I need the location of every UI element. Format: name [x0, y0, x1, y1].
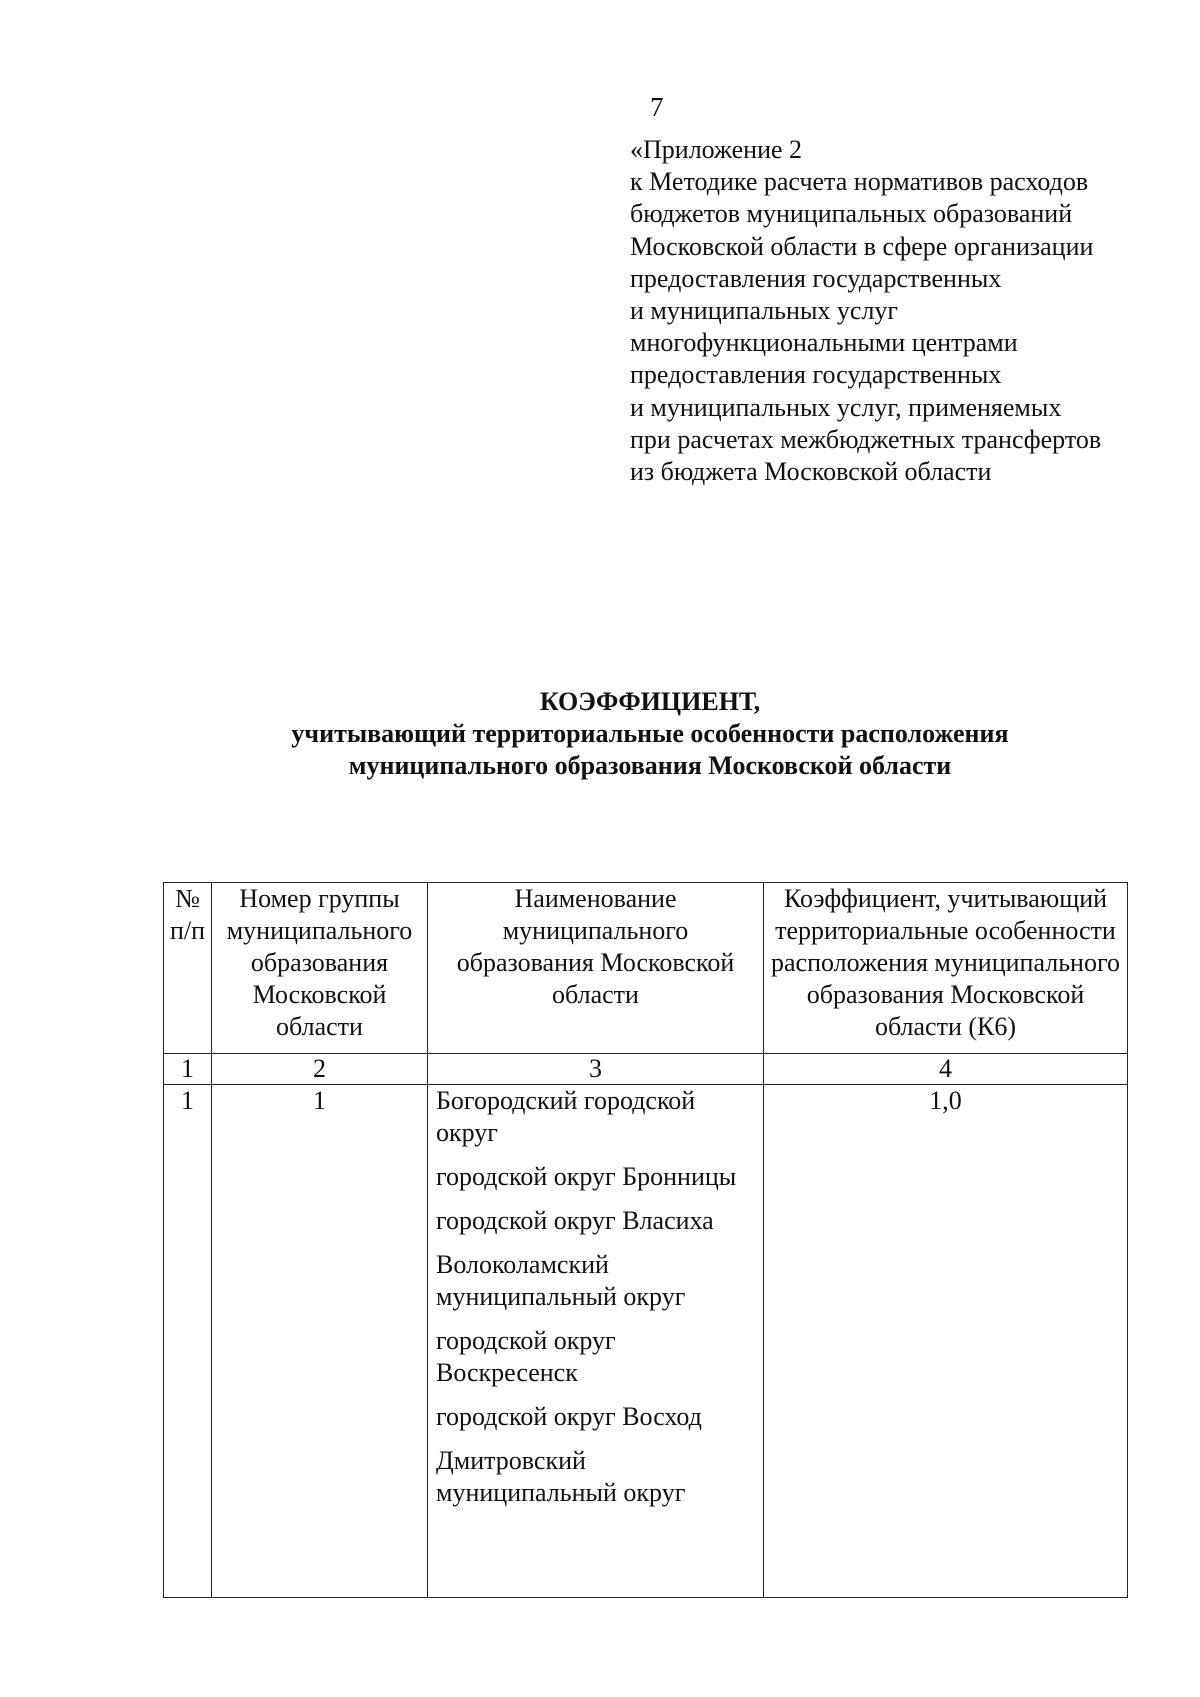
appendix-line: к Методике расчета нормативов расходов: [630, 167, 1089, 197]
table-index-row: [164, 1054, 1128, 1085]
title-line-3: муниципального образования Московской области: [348, 751, 952, 780]
municipality-name: Дмитровский муниципальный округ: [436, 1446, 686, 1507]
page-number: 7: [650, 92, 664, 122]
appendix-line: при расчетах межбюджетных трансфертов: [630, 424, 1102, 454]
appendix-line: и муниципальных услуг, применяемых: [630, 392, 1062, 422]
header-num-line1: №: [175, 884, 200, 913]
appendix-caption: [630, 134, 1150, 488]
municipality-name: городской округ Восход: [436, 1402, 702, 1431]
column-index: 1: [164, 1054, 212, 1085]
row-group: 1: [212, 1085, 428, 1598]
municipality-name: городской округ Бронницы: [436, 1162, 737, 1191]
appendix-line: многофункциональными центрами: [630, 328, 1018, 358]
municipality-name: Волоколамский муниципальный округ: [436, 1250, 686, 1311]
column-index: 4: [764, 1054, 1128, 1085]
header-num: [164, 883, 212, 1054]
title-line-2: учитывающий территориальные особенности расположения: [291, 719, 1009, 748]
municipality-name: городской округ Власиха: [436, 1206, 714, 1235]
header-num-line2: п/п: [169, 916, 206, 945]
appendix-line: предоставления государственных: [630, 263, 1002, 293]
table-row: [164, 1085, 1128, 1598]
appendix-line: бюджетов муниципальных образований: [630, 199, 1073, 229]
coefficient-table: [163, 882, 1128, 1598]
municipality-name: городской округ Воскресенск: [436, 1326, 616, 1387]
appendix-line: из бюджета Московской области: [630, 457, 992, 487]
title-line-1: КОЭФФИЦИЕНТ,: [539, 687, 761, 716]
column-index: 2: [212, 1054, 428, 1085]
table-header-row: [164, 883, 1128, 1054]
row-num: 1: [164, 1085, 212, 1598]
appendix-line: «Приложение 2: [630, 135, 803, 164]
municipality-name: Богородский городской округ: [436, 1086, 696, 1147]
header-coef: Коэффициент, учитывающий территориальные особенности расположения муниципального образования Московской области (К6): [764, 883, 1128, 1054]
row-names: [428, 1085, 764, 1598]
document-title: [150, 686, 1150, 782]
row-coef: 1,0: [764, 1085, 1128, 1598]
header-group: Номер группы муниципального образования Московской области: [212, 883, 428, 1054]
appendix-line: и муниципальных услуг: [630, 296, 899, 326]
appendix-line: предоставления государственных: [630, 360, 1002, 390]
appendix-line: Московской области в сфере организации: [630, 231, 1094, 261]
header-name: Наименование муниципального образования Московской области: [428, 883, 764, 1054]
column-index: 3: [428, 1054, 764, 1085]
